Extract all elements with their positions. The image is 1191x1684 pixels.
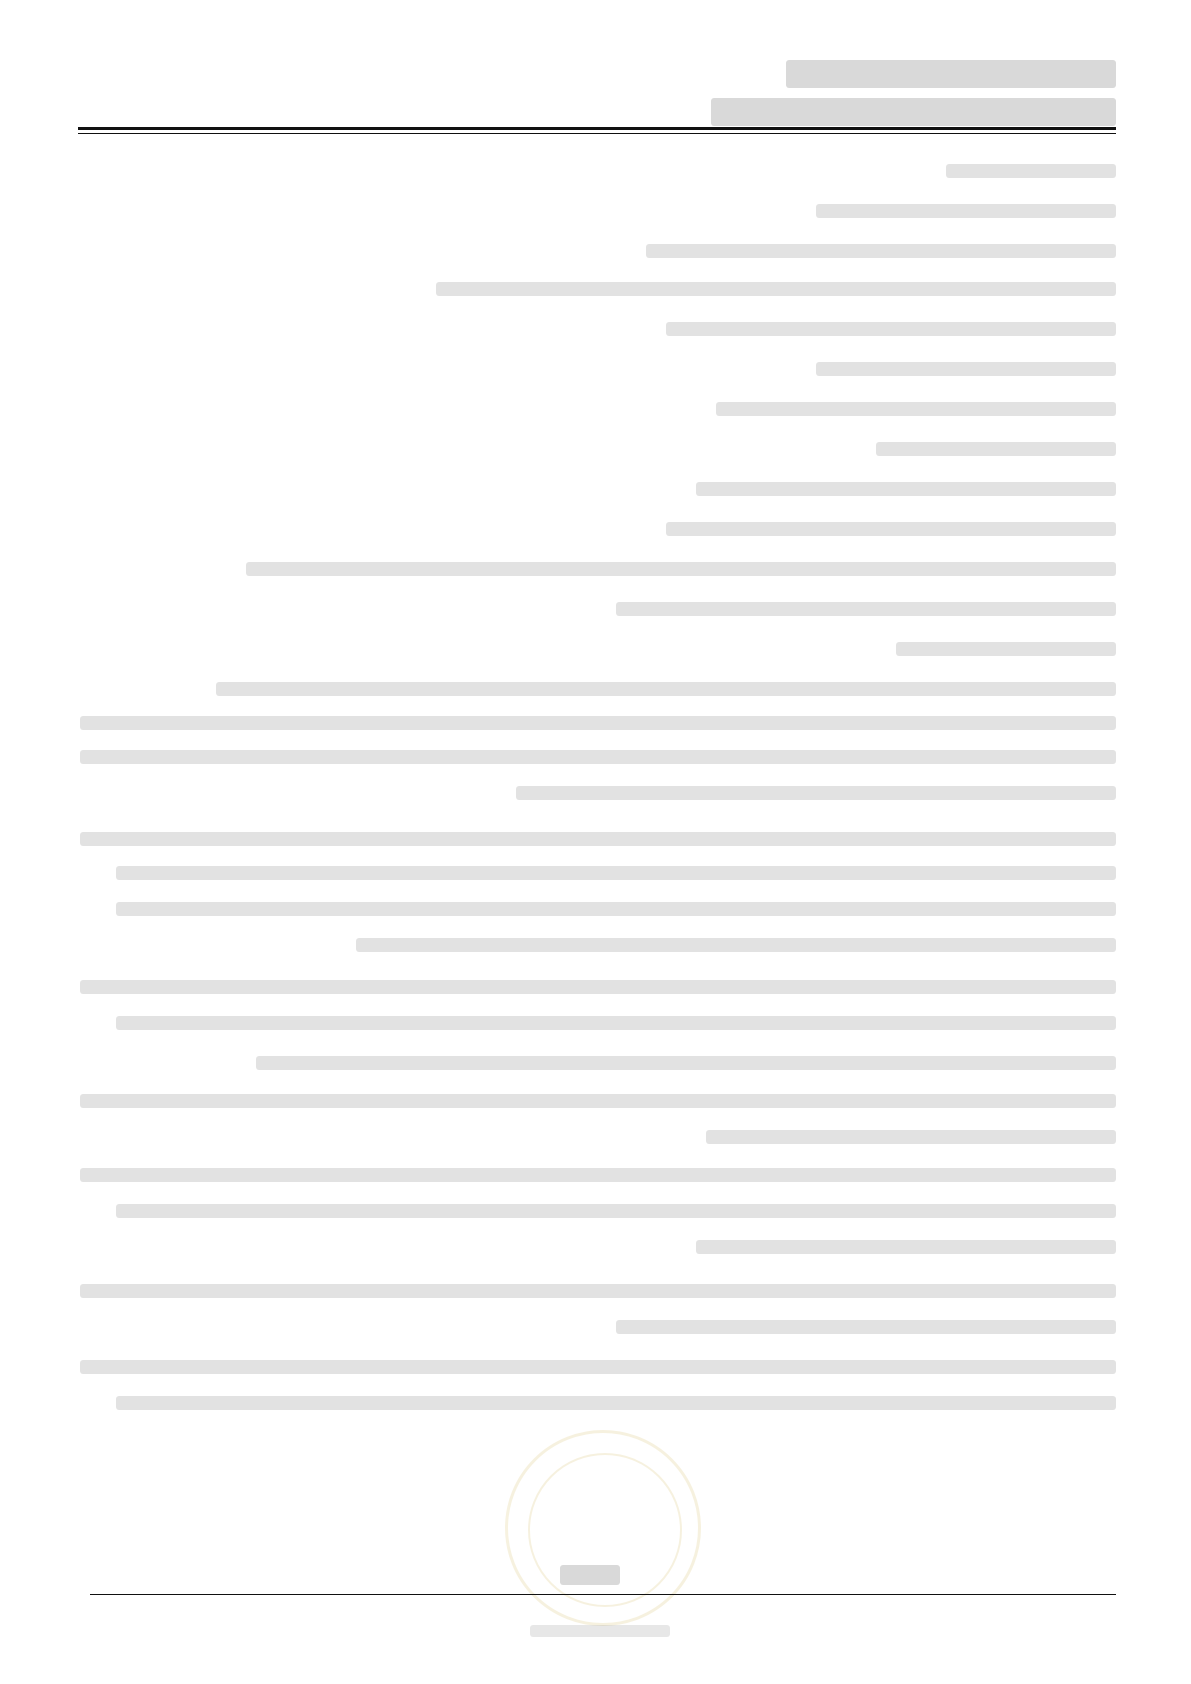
text-line xyxy=(696,1240,1116,1254)
text-line xyxy=(706,1130,1116,1144)
text-line xyxy=(816,362,1116,376)
text-line xyxy=(246,562,1116,576)
text-line xyxy=(616,602,1116,616)
footer-rule xyxy=(90,1594,1116,1595)
text-line xyxy=(116,1204,1116,1218)
header-rule-thick xyxy=(78,127,1116,130)
text-line xyxy=(356,938,1116,952)
text-line xyxy=(80,1284,1116,1298)
document-title xyxy=(711,98,1116,126)
text-line xyxy=(666,522,1116,536)
text-line xyxy=(696,482,1116,496)
text-line xyxy=(516,786,1116,800)
stamp-seal xyxy=(505,1430,701,1626)
text-line xyxy=(716,402,1116,416)
text-line xyxy=(256,1056,1116,1070)
text-line xyxy=(80,1094,1116,1108)
text-line xyxy=(116,866,1116,880)
text-line xyxy=(216,682,1116,696)
text-line xyxy=(80,716,1116,730)
text-line xyxy=(436,282,1116,296)
text-line xyxy=(80,1360,1116,1374)
text-line xyxy=(116,1396,1116,1410)
text-line xyxy=(80,980,1116,994)
text-line xyxy=(666,322,1116,336)
text-line xyxy=(946,164,1116,178)
text-line xyxy=(616,1320,1116,1334)
header-rule-thin xyxy=(78,133,1116,134)
chapter-title xyxy=(786,60,1116,88)
text-line xyxy=(896,642,1116,656)
text-line xyxy=(80,1168,1116,1182)
watermark xyxy=(530,1625,670,1637)
text-line xyxy=(80,750,1116,764)
text-line xyxy=(116,902,1116,916)
body-text xyxy=(80,160,1116,1514)
page-number xyxy=(560,1565,620,1585)
text-line xyxy=(116,1016,1116,1030)
text-line xyxy=(646,244,1116,258)
text-line xyxy=(816,204,1116,218)
text-line xyxy=(876,442,1116,456)
text-line xyxy=(80,832,1116,846)
